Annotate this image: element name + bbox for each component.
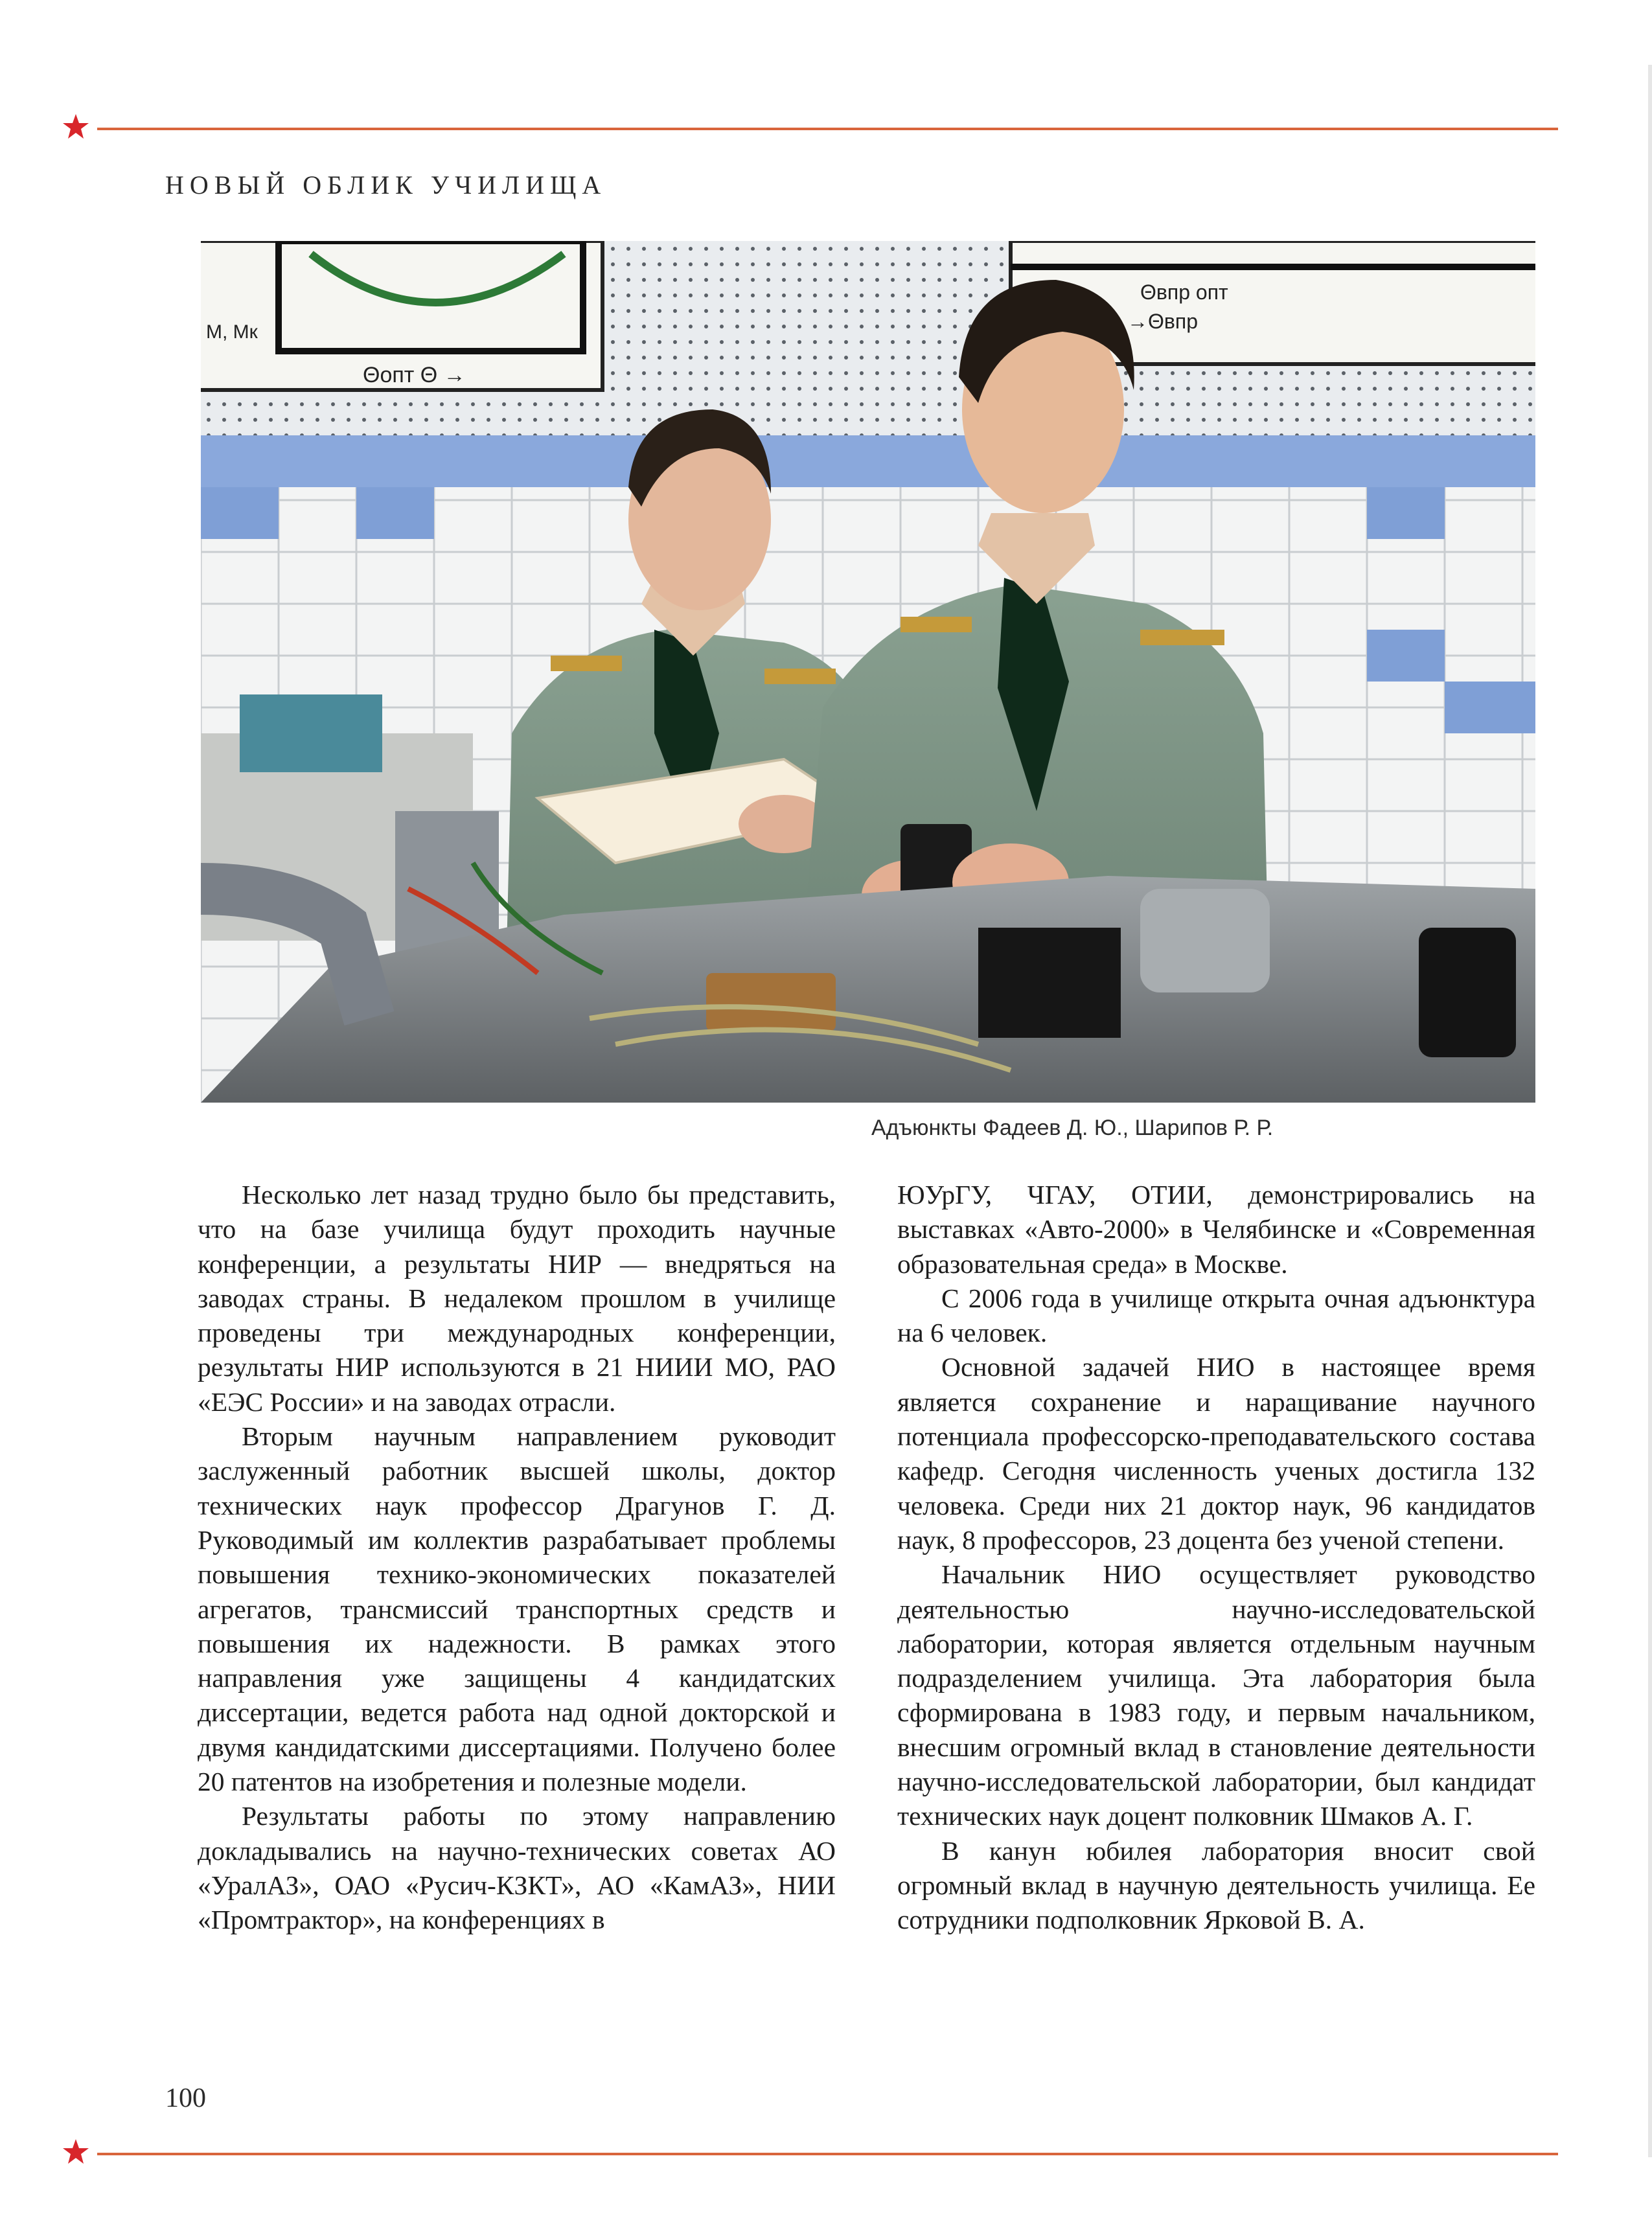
left-text-column xyxy=(198,1178,836,1938)
top-rule xyxy=(97,128,1558,130)
paragraph: С 2006 года в училище открыта очная адъюнктура на 6 человек. xyxy=(897,1283,1535,1348)
paragraph: В канун юбилея лаборатория вносит свой огромный вклад в научную деятельность училища. Ее сотрудники подполковник Ярковой В. А. xyxy=(897,1835,1535,1935)
photo-caption: Адъюнкты Фадеев Д. Ю., Шарипов Р. Р. xyxy=(871,1116,1274,1140)
paragraph-continued: ЮУрГУ, ЧГАУ, ОТИИ, демонстрировались на выставках «Авто-2000» в Челябинске и «Современная образовательная среда» в Москве. xyxy=(897,1180,1535,1279)
chart-right-label1: Θвпр опт xyxy=(1140,281,1228,304)
paragraph: Вторым научным направлением руководит заслуженный работник высшей школы, доктор технических наук профессор Драгунов Г. Д. Руководимый им коллектив разрабатывает проблемы повышения технико-экономических показателей агрегатов, трансмиссий транспортных средств и повышения их надежности. В рамках этого направления уже защищены 4 кандидатских диссертации, ведется работа над одной докторской и двумя кандидатскими диссертациями. Получено более 20 патентов на изобретения и полезные модели. xyxy=(198,1421,836,1797)
chart-right-label2: →Θвпр xyxy=(1127,310,1199,333)
chart-left-side: М, Мк xyxy=(206,321,258,343)
star-icon xyxy=(62,113,90,141)
right-text-column xyxy=(897,1178,1535,1938)
paragraph: Несколько лет назад трудно было бы представить, что на базе училища будут проходить научные конференции, а результаты НИР — внедряться на заводах страны. В недалеком прошлом в училище проведены три международных конференции, результаты НИР используются в 21 НИИИ МО, РАО «ЕЭС России» и на заводах отрасли. xyxy=(198,1180,836,1417)
paragraph: Начальник НИО осуществляет руководство деятельностью научно-исследовательской лаборатории, которая является отдельным научным подразделением училища. Эта лаборатория была сформирована в 1983 году, и первым начальником, внесшим огромный вклад в становление деятельности научно-исследовательской лаборатории, был кандидат технических наук доцент полковник Шмаков А. Г. xyxy=(897,1559,1535,1831)
chart-left-label: Θопт Θ → xyxy=(363,363,466,387)
paragraph: Основной задачей НИО в настоящее время является сохранение и наращивание научного потенциала профессорско-преподавательского состава кафедр. Сегодня численность ученых достигла 132 человека. Среди них 21 доктор наук, 96 кандидатов наук, 8 профессоров, 23 доцента без ученой степени. xyxy=(897,1352,1535,1555)
lab-photo xyxy=(201,241,1535,1103)
page-edge xyxy=(1648,65,1652,2157)
bottom-rule xyxy=(97,2153,1558,2155)
star-icon xyxy=(62,2138,90,2166)
paragraph: Результаты работы по этому направлению докладывались на научно-технических советах АО «УралАЗ», ОАО «Русич-КЗКТ», АО «КамАЗ», НИИ «Промтрактор», на конференциях в xyxy=(198,1801,836,1935)
running-head: НОВЫЙ ОБЛИК УЧИЛИЩА xyxy=(165,170,607,200)
page-number: 100 xyxy=(165,2083,206,2113)
